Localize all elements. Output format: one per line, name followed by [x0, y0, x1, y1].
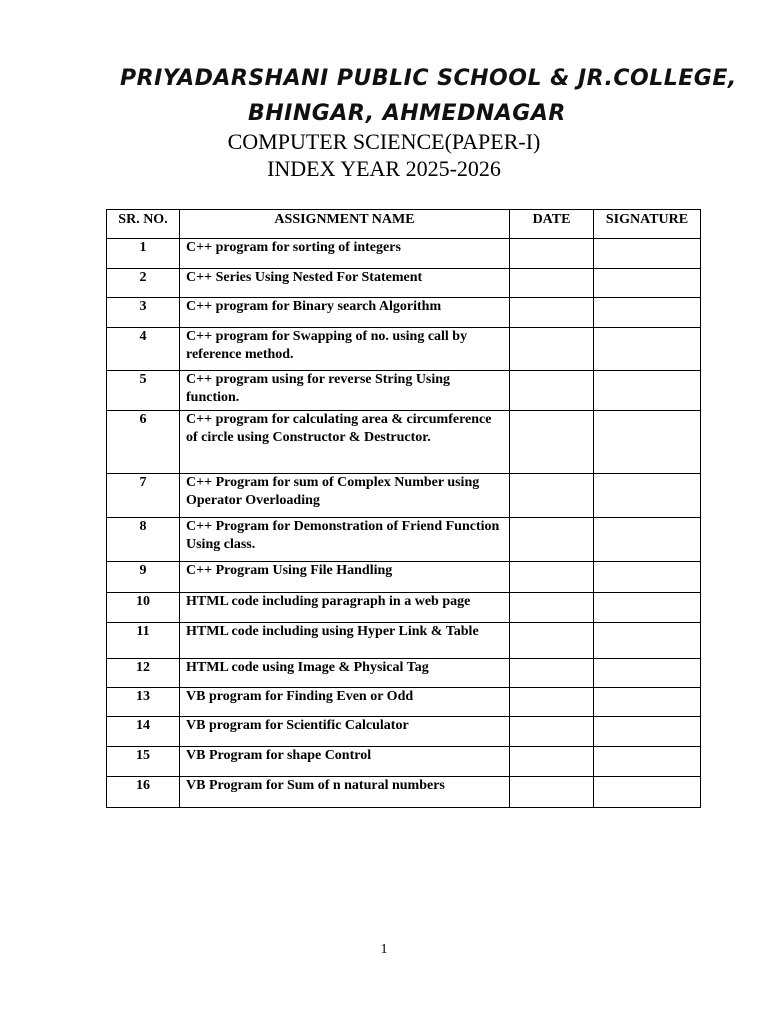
- row-assignment-name: HTML code using Image & Physical Tag: [180, 659, 510, 688]
- row-assignment-name: HTML code including paragraph in a web page: [180, 593, 510, 623]
- row-signature-cell: [594, 239, 701, 269]
- table-row: [107, 659, 701, 688]
- row-signature-cell: [594, 717, 701, 747]
- table-row: [107, 623, 701, 659]
- assignment-index-table: [106, 209, 701, 808]
- row-assignment-name: VB program for Finding Even or Odd: [180, 688, 510, 717]
- school-name-line1: PRIYADARSHANI PUBLIC SCHOOL & JR.COLLEGE,: [120, 66, 737, 91]
- table-row: [107, 562, 701, 593]
- subject-title: COMPUTER SCIENCE(PAPER-I): [227, 129, 541, 154]
- row-sr-no: 4: [107, 328, 180, 371]
- table-row: [107, 688, 701, 717]
- row-assignment-name: VB program for Scientific Calculator: [180, 717, 510, 747]
- row-date-cell: [510, 717, 594, 747]
- column-header-signature: SIGNATURE: [594, 210, 701, 239]
- table-row: [107, 777, 701, 808]
- row-date-cell: [510, 659, 594, 688]
- index-year-title: INDEX YEAR 2025-2026: [267, 156, 501, 181]
- row-date-cell: [510, 411, 594, 474]
- row-signature-cell: [594, 298, 701, 328]
- row-date-cell: [510, 298, 594, 328]
- row-sr-no: 10: [107, 593, 180, 623]
- table-row: [107, 747, 701, 777]
- row-signature-cell: [594, 371, 701, 411]
- table-row: [107, 411, 701, 474]
- table-row: [107, 328, 701, 371]
- column-header-sr-no: SR. NO.: [107, 210, 180, 239]
- row-sr-no: 1: [107, 239, 180, 269]
- row-sr-no: 16: [107, 777, 180, 808]
- row-date-cell: [510, 688, 594, 717]
- row-signature-cell: [594, 474, 701, 518]
- row-signature-cell: [594, 623, 701, 659]
- table-row: [107, 518, 701, 562]
- row-sr-no: 14: [107, 717, 180, 747]
- row-date-cell: [510, 269, 594, 298]
- row-assignment-name: VB Program for shape Control: [180, 747, 510, 777]
- row-date-cell: [510, 328, 594, 371]
- page-number: 1: [380, 942, 388, 957]
- row-assignment-name: C++ Series Using Nested For Statement: [180, 269, 510, 298]
- row-assignment-name: C++ program for sorting of integers: [180, 239, 510, 269]
- row-signature-cell: [594, 411, 701, 474]
- row-signature-cell: [594, 777, 701, 808]
- row-signature-cell: [594, 659, 701, 688]
- row-date-cell: [510, 747, 594, 777]
- row-sr-no: 9: [107, 562, 180, 593]
- row-signature-cell: [594, 593, 701, 623]
- row-signature-cell: [594, 518, 701, 562]
- table-row: [107, 239, 701, 269]
- row-date-cell: [510, 518, 594, 562]
- row-assignment-name: C++ program for Binary search Algorithm: [180, 298, 510, 328]
- row-sr-no: 3: [107, 298, 180, 328]
- row-assignment-name: C++ program for Swapping of no. using call by reference method.: [180, 328, 510, 371]
- row-date-cell: [510, 593, 594, 623]
- row-sr-no: 7: [107, 474, 180, 518]
- table-header-row: [107, 210, 701, 239]
- column-header-assignment-name: ASSIGNMENT NAME: [180, 210, 510, 239]
- row-assignment-name: C++ program for calculating area & circumference of circle using Constructor & Destructor.: [180, 411, 510, 474]
- column-header-date: DATE: [510, 210, 594, 239]
- row-assignment-name: HTML code including using Hyper Link & Table: [180, 623, 510, 659]
- row-sr-no: 6: [107, 411, 180, 474]
- table-row: [107, 371, 701, 411]
- row-date-cell: [510, 623, 594, 659]
- row-date-cell: [510, 777, 594, 808]
- row-sr-no: 11: [107, 623, 180, 659]
- row-sr-no: 8: [107, 518, 180, 562]
- row-signature-cell: [594, 688, 701, 717]
- row-date-cell: [510, 562, 594, 593]
- table-row: [107, 269, 701, 298]
- row-signature-cell: [594, 747, 701, 777]
- row-date-cell: [510, 239, 594, 269]
- table-row: [107, 717, 701, 747]
- row-assignment-name: C++ Program for Demonstration of Friend Function Using class.: [180, 518, 510, 562]
- row-assignment-name: C++ program using for reverse String Using function.: [180, 371, 510, 411]
- row-date-cell: [510, 474, 594, 518]
- row-sr-no: 12: [107, 659, 180, 688]
- row-assignment-name: C++ Program Using File Handling: [180, 562, 510, 593]
- row-sr-no: 5: [107, 371, 180, 411]
- row-signature-cell: [594, 562, 701, 593]
- row-sr-no: 2: [107, 269, 180, 298]
- table-row: [107, 474, 701, 518]
- school-name-line2: BHINGAR, AHMEDNAGAR: [248, 101, 566, 126]
- row-sr-no: 15: [107, 747, 180, 777]
- row-assignment-name: VB Program for Sum of n natural numbers: [180, 777, 510, 808]
- table-row: [107, 593, 701, 623]
- row-signature-cell: [594, 328, 701, 371]
- row-signature-cell: [594, 269, 701, 298]
- table-row: [107, 298, 701, 328]
- row-date-cell: [510, 371, 594, 411]
- row-assignment-name: C++ Program for sum of Complex Number using Operator Overloading: [180, 474, 510, 518]
- row-sr-no: 13: [107, 688, 180, 717]
